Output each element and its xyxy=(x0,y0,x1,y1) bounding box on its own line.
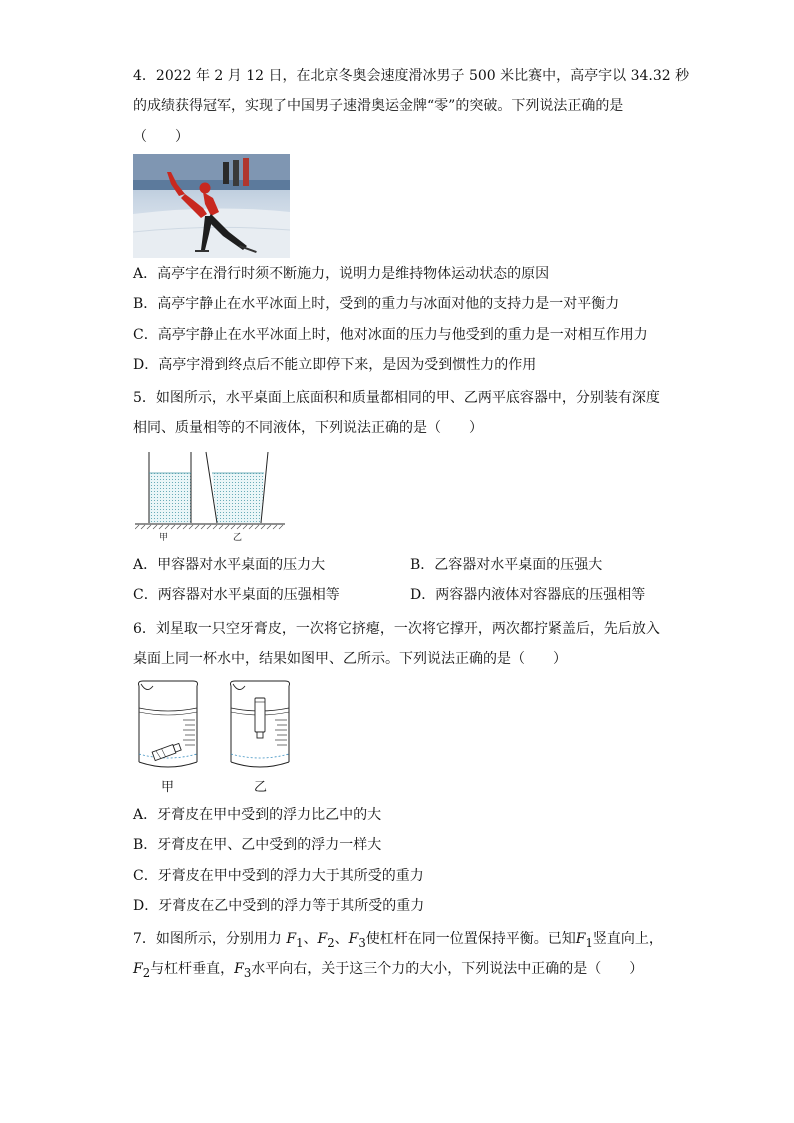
q7-sub-3c: 3 xyxy=(243,965,252,980)
q4-bracket: （ ） xyxy=(133,129,189,145)
beaker-yi xyxy=(231,681,290,767)
q7-text-1: 7．如图所示，分别用力 xyxy=(133,931,287,947)
q6-line2: 桌面上同一杯水中，结果如图甲、乙所示。下列说法正确的是（ ） xyxy=(133,651,567,667)
q7-sub-2: 2 xyxy=(327,935,335,950)
q5-option-b: B．乙容器对水平桌面的压强大 xyxy=(410,557,603,573)
q4-option-a: A．高亭宇在滑行时须不断施力，说明力是维持物体运动状态的原因 xyxy=(133,266,550,282)
q7-var-f2: F xyxy=(317,931,328,947)
q7-sep-1: 、 xyxy=(303,931,318,947)
q5-container-figure xyxy=(135,448,285,544)
beaker-jia xyxy=(139,681,198,767)
q7-var-f1b: F xyxy=(575,931,586,947)
q5-line1: 5．如图所示，水平桌面上底面积和质量都相同的甲、乙两平底容器中，分别装有深度 xyxy=(133,390,660,406)
q7-sep-2: 、 xyxy=(334,931,349,947)
q4-line2: 的成绩获得冠军，实现了中国男子速滑奥运金牌“零”的突破。下列说法正确的是 xyxy=(133,98,624,114)
q7-text-4: 与杠杆垂直， xyxy=(150,961,235,977)
q6-beaker-figure xyxy=(133,678,301,796)
q6-label-jia: 甲 xyxy=(161,780,175,795)
q7-sub-1b: 1 xyxy=(585,935,593,950)
q7-var-f3c: F xyxy=(234,961,244,977)
q5-option-a: A．甲容器对水平桌面的压力大 xyxy=(133,557,326,573)
speed-skater-photo xyxy=(133,154,290,258)
q6-option-d: D．牙膏皮在乙中受到的浮力等于其所受的重力 xyxy=(133,898,425,914)
q7-line1 xyxy=(133,929,663,953)
q6-option-c: C．牙膏皮在甲中受到的浮力大于其所受的重力 xyxy=(133,868,424,884)
q7-sub-3: 3 xyxy=(358,935,366,950)
q4-option-b: B．高亭宇静止在水平冰面上时，受到的重力与冰面对他的支持力是一对平衡力 xyxy=(133,296,620,312)
q7-sub-2c: 2 xyxy=(142,965,151,980)
q5-option-d: D．两容器内液体对容器底的压强相等 xyxy=(410,587,646,603)
q6-option-b: B．牙膏皮在甲、乙中受到的浮力一样大 xyxy=(133,837,382,853)
q4-line1: 4．2022 年 2 月 12 日，在北京冬奥会速度滑冰男子 500 米比赛中，高亭宇以 34.32 秒 xyxy=(133,68,690,84)
q7-var-f3: F xyxy=(348,931,359,947)
q6-option-a: A．牙膏皮在甲中受到的浮力比乙中的大 xyxy=(133,807,382,823)
q7-text-5: 水平向右，关于这三个力的大小，下列说法中正确的是（ ） xyxy=(251,961,644,977)
q5-label-yi: 乙 xyxy=(233,533,243,543)
q7-var-f1: F xyxy=(286,931,297,947)
q7-line2 xyxy=(133,959,643,983)
q4-option-d: D．高亭宇滑到终点后不能立即停下来，是因为受到惯性力的作用 xyxy=(133,357,537,373)
q4-option-c: C．高亭宇静止在水平冰面上时，他对冰面的压力与他受到的重力是一对相互作用力 xyxy=(133,327,648,343)
q7-var-f2c: F xyxy=(133,961,143,977)
q7-text-3: 竖直向上， xyxy=(592,931,663,947)
q6-line1: 6．刘星取一只空牙膏皮，一次将它挤瘪，一次将它撑开，两次都拧紧盖后，先后放入 xyxy=(133,621,660,637)
q7-sub-1: 1 xyxy=(296,935,304,950)
q7-text-2: 使杠杆在同一位置保持平衡。已知 xyxy=(365,931,576,947)
q6-label-yi: 乙 xyxy=(254,780,268,795)
q5-label-jia: 甲 xyxy=(159,533,169,543)
q5-option-c: C．两容器对水平桌面的压强相等 xyxy=(133,587,340,603)
q5-line2: 相同、质量相等的不同液体，下列说法正确的是（ ） xyxy=(133,420,483,436)
